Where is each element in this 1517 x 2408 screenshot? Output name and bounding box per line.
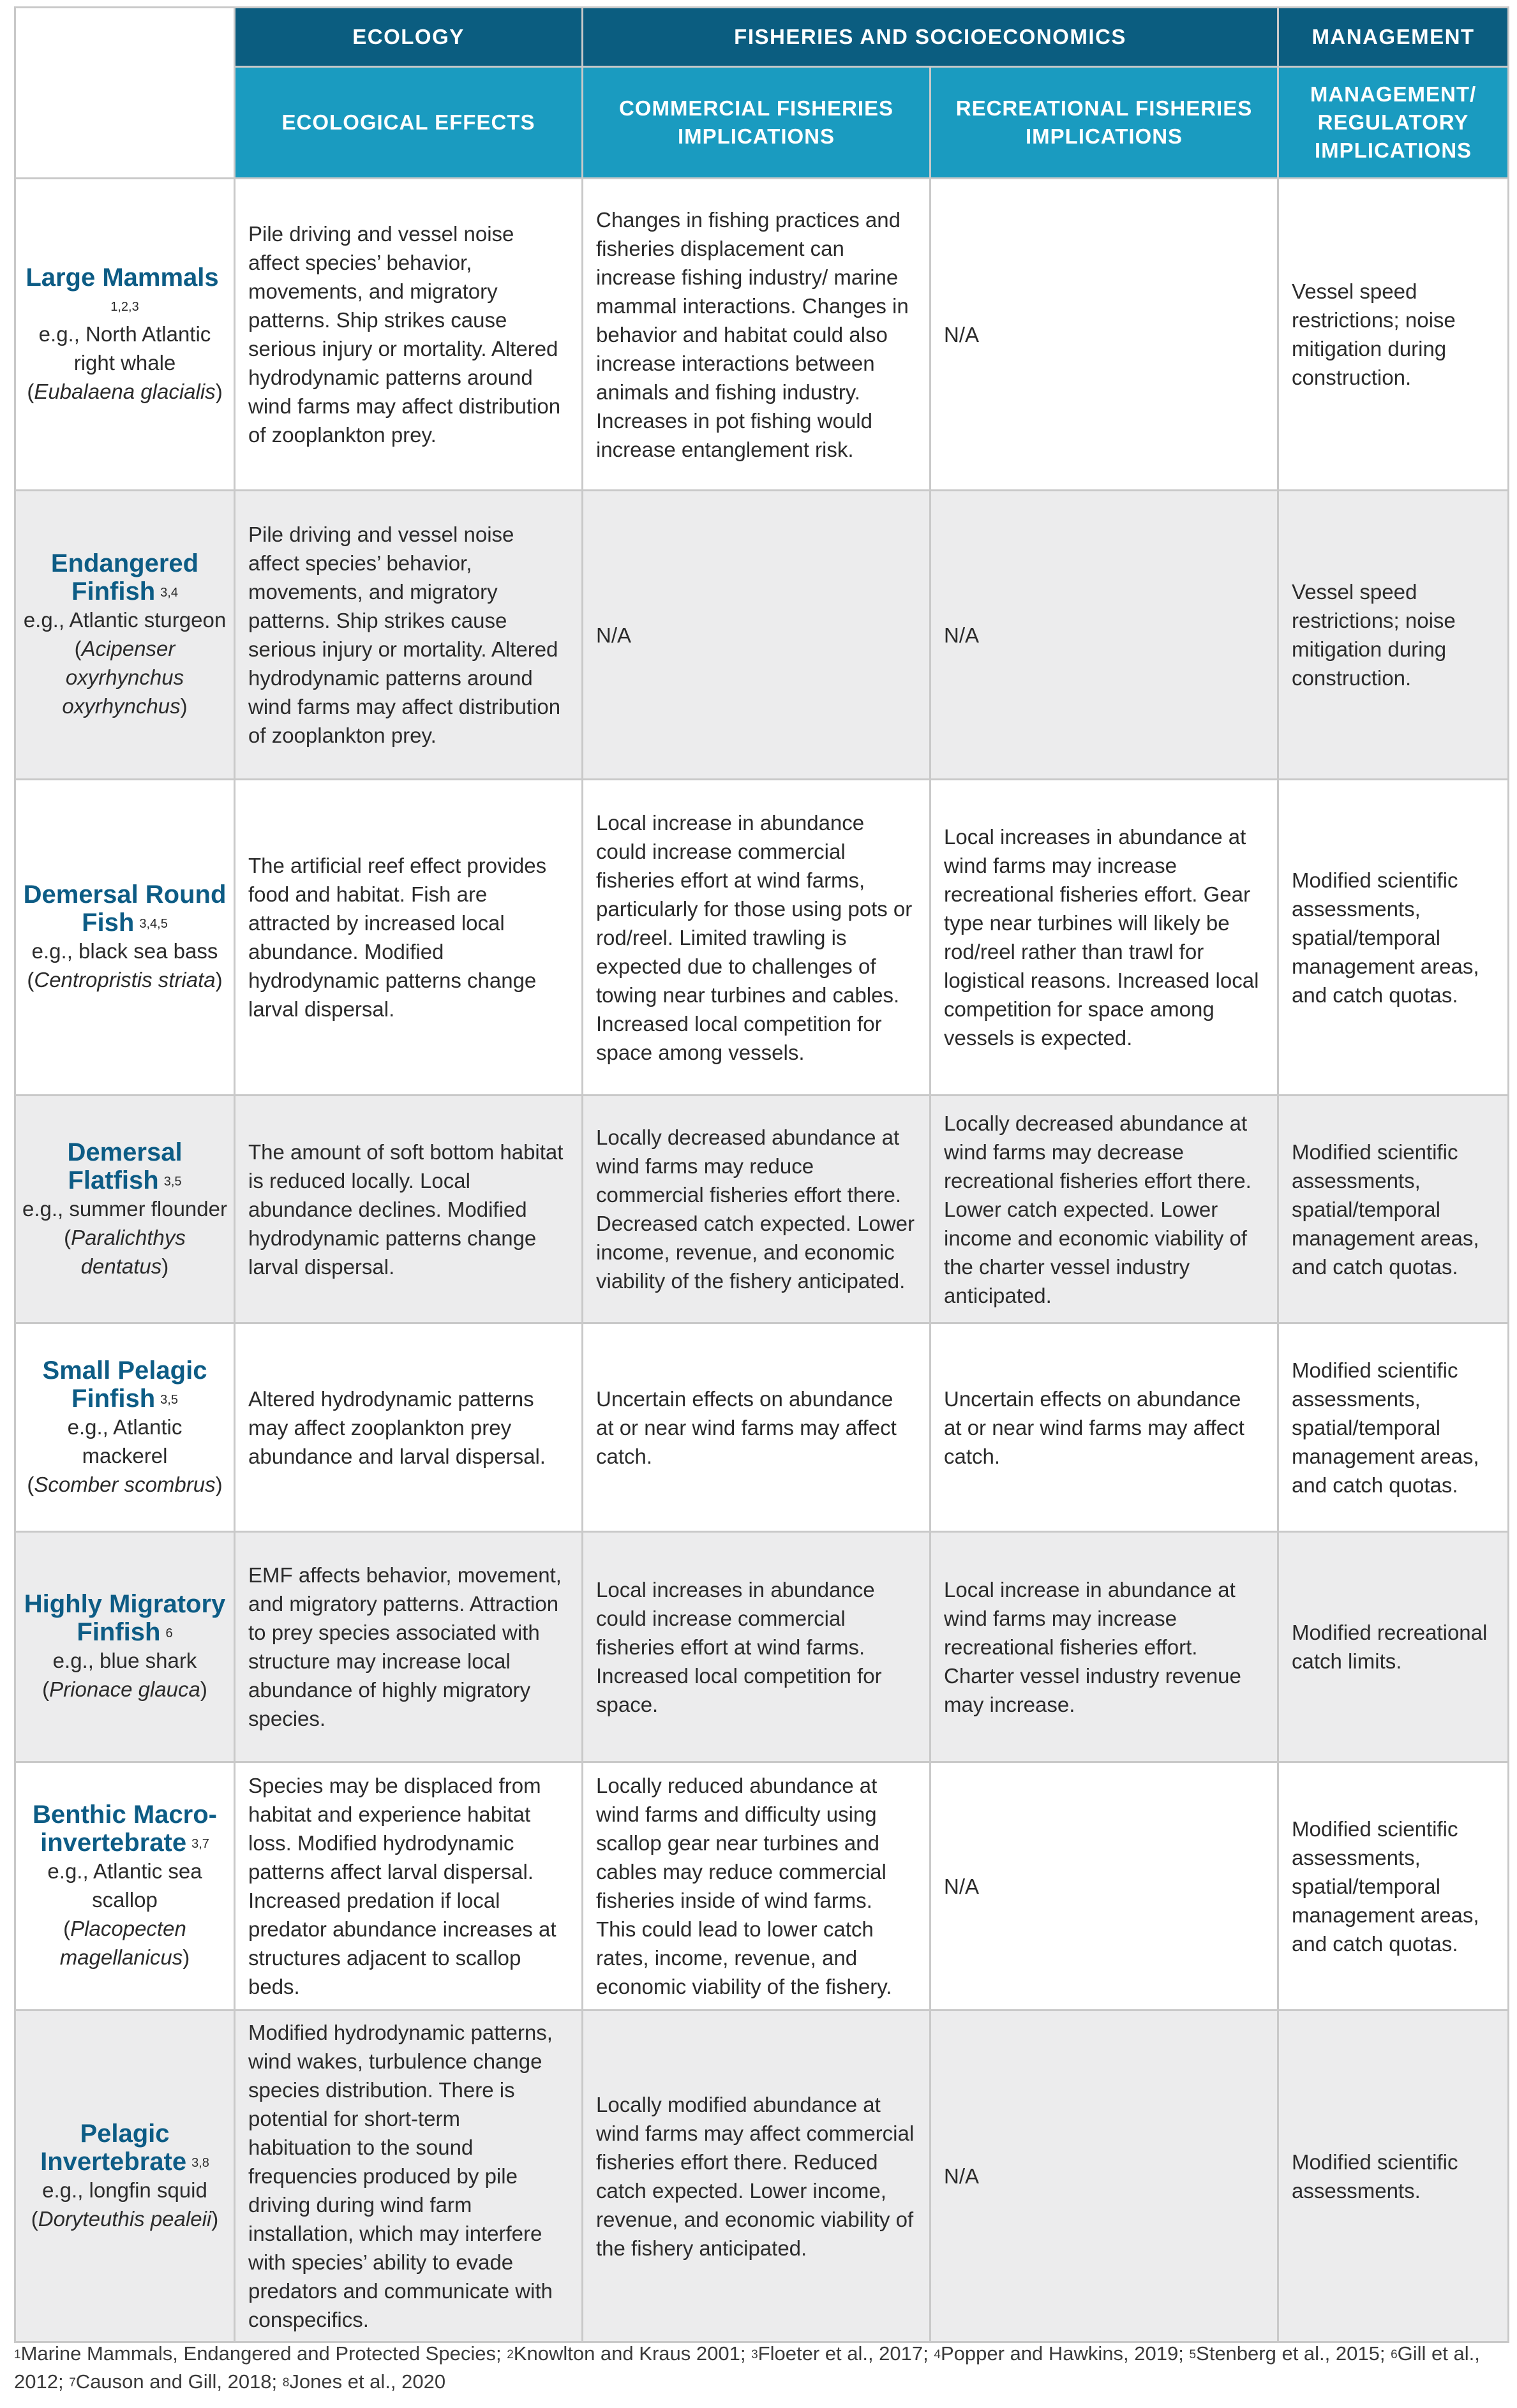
example-species: e.g., Atlantic mackerel [67, 1415, 183, 1468]
species-name-text: Large Mammals [26, 263, 219, 292]
management-cell: Modified scientific assessments. [1278, 2010, 1509, 2342]
species-name-text: Benthic Macro-invertebrate [33, 1801, 217, 1857]
reference-superscript: 1,2,3 [110, 299, 139, 314]
scientific-name: (Centropristis striata) [27, 968, 223, 992]
reference-superscript: 3,7 [191, 1837, 209, 1851]
species-cell [15, 179, 235, 491]
species-name [22, 1356, 227, 1413]
scientific-name: (Paralichthys dentatus) [64, 1225, 186, 1278]
commercial-fisheries-cell: Locally reduced abundance at wind farms and difficulty using scallop gear near turbines and cables may reduce commercial fisheries inside of wind farms. This could lead to lower catch rates, income, revenue, and economic viability of the fishery. [583, 1762, 930, 2010]
scientific-name: (Acipenser oxyrhynchus oxyrhynchus) [62, 637, 188, 718]
column-header-management: MANAGEMENT/ REGULATORY IMPLICATIONS [1278, 67, 1509, 179]
species-cell [15, 2010, 235, 2342]
species-name-text: Endangered Finfish [50, 549, 199, 606]
species-cell [15, 1096, 235, 1323]
example-species: e.g., summer flounder [22, 1196, 227, 1221]
footnote-text: Marine Mammals, Endangered and Protected Species; [20, 2342, 502, 2365]
reference-superscript: 3,4,5 [139, 917, 168, 931]
group-header-ecology: ECOLOGY [235, 8, 583, 67]
ecological-effects-cell: Modified hydrodynamic patterns, wind wakes, turbulence change species distribution. There is potential for short-term habituation to the sound frequencies produced by pile driving during wind farm installation, which may interfere with species’ ability to evade predators and communicate with conspecifics. [235, 2010, 583, 2342]
species-name [22, 1138, 227, 1194]
management-cell: Modified scientific assessments, spatial/temporal management areas, and catch quotas. [1278, 780, 1509, 1096]
scientific-name: (Placopecten magellanicus) [59, 1917, 190, 1969]
footnote-item [751, 2342, 929, 2365]
commercial-fisheries-cell: Locally decreased abundance at wind farms may reduce commercial fisheries effort there. Decreased catch expected. Lower income, revenue, and economic viability of the fishery anticipated. [583, 1096, 930, 1323]
species-name-text: Demersal Flatfish [67, 1138, 183, 1194]
group-header-row [15, 8, 1509, 67]
footnote-text: Causon and Gill, 2018; [75, 2370, 278, 2393]
footnote-number: 7 [69, 2376, 76, 2389]
commercial-fisheries-cell: Uncertain effects on abundance at or near wind farms may affect catch. [583, 1323, 930, 1532]
footnote-number: 5 [1189, 2348, 1197, 2361]
scientific-name-text: Placopecten magellanicus [59, 1917, 186, 1969]
footnote-number: 3 [751, 2348, 758, 2361]
table-row [15, 1096, 1509, 1323]
footnote-item [69, 2370, 277, 2393]
reference-superscript: 3,8 [191, 2155, 209, 2170]
footnotes [14, 2340, 1507, 2396]
species-cell [15, 1323, 235, 1532]
management-cell: Modified scientific assessments, spatial/temporal management areas, and catch quotas. [1278, 1762, 1509, 2010]
table-row [15, 2010, 1509, 2342]
group-header-management: MANAGEMENT [1278, 8, 1509, 67]
species-cell [15, 1762, 235, 2010]
species-name [22, 1801, 227, 1857]
ecological-effects-cell: Pile driving and vessel noise affect species’ behavior, movements, and migratory patterns. Ship strikes cause serious injury or mortality. Altered hydrodynamic patterns around wind farms may affect distribution of zooplankton prey. [235, 179, 583, 491]
scientific-name-text: Prionace glauca [49, 1677, 200, 1701]
footnote-text: Jones et al., 2020 [289, 2370, 446, 2393]
management-cell: Modified recreational catch limits. [1278, 1532, 1509, 1762]
example-species: e.g., black sea bass [31, 939, 218, 963]
table-row [15, 1762, 1509, 2010]
corner-cell [15, 8, 235, 179]
footnote-number: 6 [1391, 2348, 1398, 2361]
column-header-ecological-effects: ECOLOGICAL EFFECTS [235, 67, 583, 179]
scientific-name-text: Scomber scombrus [34, 1472, 216, 1496]
footnote-number: 8 [282, 2376, 290, 2389]
scientific-name-text: Centropristis striata [34, 968, 216, 992]
management-cell: Modified scientific assessments, spatial/temporal management areas, and catch quotas. [1278, 1323, 1509, 1532]
commercial-fisheries-cell: Local increase in abundance could increase commercial fisheries effort at wind farms, particularly for those using pots or rod/reel. Limited trawling is expected due to challenges of towing near turbines and cables. Increased local competition for space among vessels. [583, 780, 930, 1096]
species-name-text: Demersal Round Fish [23, 881, 227, 937]
footnote-item [934, 2342, 1183, 2365]
species-name-text: Pelagic Invertebrate [40, 2119, 187, 2176]
column-header-commercial: COMMERCIAL FISHERIES IMPLICATIONS [583, 67, 930, 179]
management-cell: Vessel speed restrictions; noise mitigation during construction. [1278, 179, 1509, 491]
recreational-fisheries-cell: N/A [930, 1762, 1278, 2010]
scientific-name: (Eubalaena glacialis) [27, 379, 223, 403]
species-name-text: Highly Migratory Finfish [24, 1590, 226, 1646]
management-cell: Vessel speed restrictions; noise mitigation during construction. [1278, 491, 1509, 780]
example-species: e.g., North Atlantic right whale [38, 322, 211, 375]
recreational-fisheries-cell: Locally decreased abundance at wind farms may decrease recreational fisheries effort there. Lower catch expected. Lower income and economic viability of the charter vessel industry anticipated. [930, 1096, 1278, 1323]
footnote-text: Popper and Hawkins, 2019; [940, 2342, 1184, 2365]
species-cell [15, 1532, 235, 1762]
footnote-text: Gill et al., 2012; [14, 2342, 1480, 2393]
reference-superscript: 3,5 [163, 1174, 182, 1189]
species-name [22, 881, 227, 937]
species-cell [15, 780, 235, 1096]
column-header-recreational: RECREATIONAL FISHERIES IMPLICATIONS [930, 67, 1278, 179]
recreational-fisheries-cell: Uncertain effects on abundance at or near wind farms may affect catch. [930, 1323, 1278, 1532]
ecological-effects-cell: The artificial reef effect provides food and habitat. Fish are attracted by increased local abundance. Modified hydrodynamic patterns change larval dispersal. [235, 780, 583, 1096]
footnote-number: 1 [14, 2348, 21, 2361]
recreational-fisheries-cell: N/A [930, 2010, 1278, 2342]
ecological-effects-cell: Altered hydrodynamic patterns may affect zooplankton prey abundance and larval dispersal. [235, 1323, 583, 1532]
footnote-item [14, 2342, 502, 2365]
example-species: e.g., blue shark [52, 1649, 197, 1672]
scientific-name-text: Doryteuthis pealeii [38, 2206, 212, 2231]
table-row [15, 491, 1509, 780]
scientific-name-text: Eubalaena glacialis [34, 379, 216, 403]
reference-superscript: 3,5 [160, 1392, 178, 1407]
recreational-fisheries-cell: Local increase in abundance at wind farms may increase recreational fisheries effort. Charter vessel industry revenue may increase. [930, 1532, 1278, 1762]
footnote-text: Knowlton and Kraus 2001; [513, 2342, 746, 2365]
ecological-effects-cell: EMF affects behavior, movement, and migratory patterns. Attraction to prey species associated with structure may increase local abundance of highly migratory species. [235, 1532, 583, 1762]
species-name [22, 264, 227, 320]
reference-superscript: 6 [165, 1626, 173, 1640]
reference-superscript: 3,4 [160, 586, 178, 600]
species-cell [15, 491, 235, 780]
footnote-number: 4 [934, 2348, 941, 2361]
recreational-fisheries-cell: N/A [930, 491, 1278, 780]
table-row [15, 780, 1509, 1096]
footnote-text: Stenberg et al., 2015; [1196, 2342, 1386, 2365]
scientific-name: (Prionace glauca) [42, 1677, 207, 1701]
commercial-fisheries-cell: Changes in fishing practices and fisheries displacement can increase fishing industry/ marine mammal interactions. Changes in behavior and habitat could also increase interactions between animals and fishing industry. Increases in pot fishing would increase entanglement risk. [583, 179, 930, 491]
column-header-row [15, 67, 1509, 179]
table-row [15, 179, 1509, 491]
group-header-fisheries: FISHERIES AND SOCIOECONOMICS [583, 8, 1278, 67]
table-row [15, 1323, 1509, 1532]
ecological-effects-cell: Pile driving and vessel noise affect species’ behavior, movements, and migratory patterns. Ship strikes cause serious injury or mortality. Altered hydrodynamic patterns around wind farms may affect distribution of zooplankton prey. [235, 491, 583, 780]
recreational-fisheries-cell: Local increases in abundance at wind farms may increase recreational fisheries effort. Gear type near turbines will likely be rod/reel rather than trawl for logistical reasons. Increased local competition for space among vessels is expected. [930, 780, 1278, 1096]
ecological-effects-cell: The amount of soft bottom habitat is reduced locally. Local abundance declines. Modified hydrodynamic patterns change larval dispersal. [235, 1096, 583, 1323]
footnote-item [283, 2370, 445, 2393]
footnote-item [507, 2342, 745, 2365]
recreational-fisheries-cell: N/A [930, 179, 1278, 491]
species-name [22, 549, 227, 606]
footnote-item [1189, 2342, 1385, 2365]
example-species: e.g., Atlantic sturgeon [23, 608, 227, 632]
scientific-name: (Scomber scombrus) [27, 1472, 223, 1496]
table-body [15, 179, 1509, 2342]
commercial-fisheries-cell: N/A [583, 491, 930, 780]
footnote-text: Floeter et al., 2017; [758, 2342, 929, 2365]
species-name-text: Small Pelagic Finfish [42, 1356, 207, 1413]
example-species: e.g., longfin squid [42, 2178, 207, 2202]
impacts-table [14, 6, 1509, 2343]
example-species: e.g., Atlantic sea scallop [47, 1859, 202, 1912]
species-name [22, 2120, 227, 2176]
scientific-name: (Doryteuthis pealeii) [31, 2206, 219, 2231]
management-cell: Modified scientific assessments, spatial/temporal management areas, and catch quotas. [1278, 1096, 1509, 1323]
ecological-effects-cell: Species may be displaced from habitat and experience habitat loss. Modified hydrodynamic patterns affect larval dispersal. Increased predation if local predator abundance increases at structures adjacent to scallop beds. [235, 1762, 583, 2010]
scientific-name-text: Acipenser oxyrhynchus oxyrhynchus [62, 637, 184, 718]
commercial-fisheries-cell: Local increases in abundance could increase commercial fisheries effort at wind farms. Increased local competition for space. [583, 1532, 930, 1762]
footnote-number: 2 [507, 2348, 514, 2361]
species-name [22, 1590, 227, 1646]
table-row [15, 1532, 1509, 1762]
commercial-fisheries-cell: Locally modified abundance at wind farms may affect commercial fisheries effort there. Reduced catch expected. Lower income, revenue, and economic viability of the fishery anticipated. [583, 2010, 930, 2342]
scientific-name-text: Paralichthys dentatus [71, 1225, 186, 1278]
